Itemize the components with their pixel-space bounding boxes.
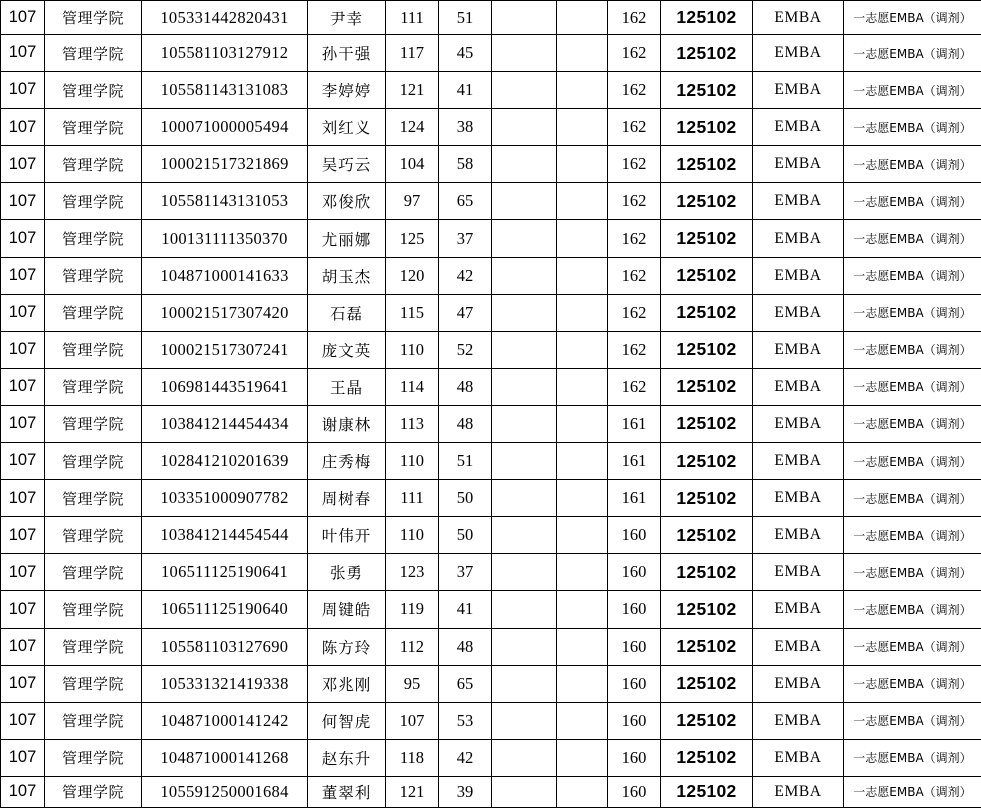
cell-candidate-name[interactable]: 王晶 bbox=[308, 368, 386, 405]
cell-college-code[interactable]: 107 bbox=[1, 517, 45, 554]
cell-program[interactable]: EMBA bbox=[753, 109, 844, 146]
cell-score-2[interactable]: 58 bbox=[439, 146, 492, 183]
cell-note[interactable]: 一志愿EMBA（调剂） bbox=[844, 591, 981, 628]
cell-score-3[interactable] bbox=[492, 109, 557, 146]
cell-score-3[interactable] bbox=[492, 368, 557, 405]
cell-college-name[interactable]: 管理学院 bbox=[45, 776, 142, 807]
cell-program[interactable]: EMBA bbox=[753, 739, 844, 776]
cell-score-2[interactable]: 48 bbox=[439, 628, 492, 665]
cell-program[interactable]: EMBA bbox=[753, 517, 844, 554]
cell-score-2[interactable]: 41 bbox=[439, 72, 492, 109]
cell-college-code[interactable]: 107 bbox=[1, 72, 45, 109]
cell-note[interactable]: 一志愿EMBA（调剂） bbox=[844, 331, 981, 368]
cell-program[interactable]: EMBA bbox=[753, 294, 844, 331]
cell-score-2[interactable]: 52 bbox=[439, 331, 492, 368]
cell-program[interactable]: EMBA bbox=[753, 72, 844, 109]
cell-college-name[interactable]: 管理学院 bbox=[45, 405, 142, 442]
cell-score-1[interactable]: 110 bbox=[386, 443, 439, 480]
cell-note[interactable]: 一志愿EMBA（调剂） bbox=[844, 517, 981, 554]
cell-exam-id[interactable]: 105581103127690 bbox=[142, 628, 308, 665]
cell-college-code[interactable]: 107 bbox=[1, 628, 45, 665]
cell-score-2[interactable]: 42 bbox=[439, 257, 492, 294]
cell-exam-id[interactable]: 105591250001684 bbox=[142, 776, 308, 807]
cell-program[interactable]: EMBA bbox=[753, 554, 844, 591]
cell-note[interactable]: 一志愿EMBA（调剂） bbox=[844, 257, 981, 294]
cell-total-score[interactable]: 162 bbox=[608, 72, 661, 109]
cell-score-1[interactable]: 113 bbox=[386, 405, 439, 442]
cell-exam-id[interactable]: 106981443519641 bbox=[142, 368, 308, 405]
cell-college-code[interactable]: 107 bbox=[1, 702, 45, 739]
cell-program[interactable]: EMBA bbox=[753, 1, 844, 35]
table-row[interactable] bbox=[1, 517, 981, 554]
cell-college-code[interactable]: 107 bbox=[1, 146, 45, 183]
cell-score-1[interactable]: 104 bbox=[386, 146, 439, 183]
cell-major-code[interactable]: 125102 bbox=[661, 443, 753, 480]
cell-note[interactable]: 一志愿EMBA（调剂） bbox=[844, 405, 981, 442]
table-row[interactable] bbox=[1, 405, 981, 442]
cell-score-2[interactable]: 37 bbox=[439, 220, 492, 257]
table-row[interactable] bbox=[1, 368, 981, 405]
cell-candidate-name[interactable]: 李婷婷 bbox=[308, 72, 386, 109]
cell-program[interactable]: EMBA bbox=[753, 331, 844, 368]
cell-college-code[interactable]: 107 bbox=[1, 776, 45, 807]
cell-candidate-name[interactable]: 庄秀梅 bbox=[308, 443, 386, 480]
cell-score-1[interactable]: 97 bbox=[386, 183, 439, 220]
cell-program[interactable]: EMBA bbox=[753, 628, 844, 665]
cell-college-code[interactable]: 107 bbox=[1, 294, 45, 331]
cell-college-code[interactable]: 107 bbox=[1, 368, 45, 405]
cell-candidate-name[interactable]: 尤丽娜 bbox=[308, 220, 386, 257]
cell-college-name[interactable]: 管理学院 bbox=[45, 443, 142, 480]
cell-candidate-name[interactable]: 庞文英 bbox=[308, 331, 386, 368]
table-row[interactable] bbox=[1, 665, 981, 702]
cell-score-2[interactable]: 38 bbox=[439, 109, 492, 146]
cell-college-name[interactable]: 管理学院 bbox=[45, 702, 142, 739]
cell-exam-id[interactable]: 105581143131053 bbox=[142, 183, 308, 220]
cell-score-3[interactable] bbox=[492, 146, 557, 183]
table-row[interactable] bbox=[1, 183, 981, 220]
cell-program[interactable]: EMBA bbox=[753, 35, 844, 72]
table-row[interactable] bbox=[1, 739, 981, 776]
cell-total-score[interactable]: 160 bbox=[608, 628, 661, 665]
cell-score-4[interactable] bbox=[557, 72, 608, 109]
cell-candidate-name[interactable]: 周键皓 bbox=[308, 591, 386, 628]
cell-major-code[interactable]: 125102 bbox=[661, 257, 753, 294]
cell-college-code[interactable]: 107 bbox=[1, 35, 45, 72]
cell-total-score[interactable]: 162 bbox=[608, 146, 661, 183]
table-body bbox=[1, 1, 981, 808]
cell-exam-id[interactable]: 105331442820431 bbox=[142, 1, 308, 35]
cell-program[interactable]: EMBA bbox=[753, 776, 844, 807]
cell-score-3[interactable] bbox=[492, 294, 557, 331]
cell-score-3[interactable] bbox=[492, 35, 557, 72]
cell-college-code[interactable]: 107 bbox=[1, 1, 45, 35]
cell-candidate-name[interactable]: 张勇 bbox=[308, 554, 386, 591]
cell-score-1[interactable]: 119 bbox=[386, 591, 439, 628]
cell-total-score[interactable]: 162 bbox=[608, 35, 661, 72]
cell-score-3[interactable] bbox=[492, 665, 557, 702]
cell-note[interactable]: 一志愿EMBA（调剂） bbox=[844, 72, 981, 109]
cell-program[interactable]: EMBA bbox=[753, 220, 844, 257]
table-row[interactable] bbox=[1, 35, 981, 72]
table-row[interactable] bbox=[1, 72, 981, 109]
cell-total-score[interactable]: 162 bbox=[608, 294, 661, 331]
cell-note[interactable]: 一志愿EMBA（调剂） bbox=[844, 35, 981, 72]
cell-score-2[interactable]: 41 bbox=[439, 591, 492, 628]
cell-score-2[interactable]: 50 bbox=[439, 480, 492, 517]
cell-program[interactable]: EMBA bbox=[753, 443, 844, 480]
cell-score-3[interactable] bbox=[492, 776, 557, 807]
cell-note[interactable]: 一志愿EMBA（调剂） bbox=[844, 146, 981, 183]
cell-exam-id[interactable]: 100131111350370 bbox=[142, 220, 308, 257]
cell-score-1[interactable]: 110 bbox=[386, 331, 439, 368]
cell-score-4[interactable] bbox=[557, 35, 608, 72]
cell-score-4[interactable] bbox=[557, 443, 608, 480]
cell-total-score[interactable]: 160 bbox=[608, 665, 661, 702]
cell-total-score[interactable]: 160 bbox=[608, 517, 661, 554]
cell-major-code[interactable]: 125102 bbox=[661, 220, 753, 257]
cell-score-3[interactable] bbox=[492, 72, 557, 109]
cell-score-2[interactable]: 48 bbox=[439, 368, 492, 405]
cell-note[interactable]: 一志愿EMBA（调剂） bbox=[844, 220, 981, 257]
cell-total-score[interactable]: 162 bbox=[608, 257, 661, 294]
cell-major-code[interactable]: 125102 bbox=[661, 294, 753, 331]
cell-candidate-name[interactable]: 孙干强 bbox=[308, 35, 386, 72]
cell-note[interactable]: 一志愿EMBA（调剂） bbox=[844, 665, 981, 702]
cell-candidate-name[interactable]: 董翠利 bbox=[308, 776, 386, 807]
cell-note[interactable]: 一志愿EMBA（调剂） bbox=[844, 109, 981, 146]
table-row[interactable] bbox=[1, 294, 981, 331]
cell-college-code[interactable]: 107 bbox=[1, 443, 45, 480]
cell-college-name[interactable]: 管理学院 bbox=[45, 331, 142, 368]
table-row[interactable] bbox=[1, 628, 981, 665]
cell-score-2[interactable]: 51 bbox=[439, 1, 492, 35]
cell-score-1[interactable]: 124 bbox=[386, 109, 439, 146]
cell-college-code[interactable]: 107 bbox=[1, 554, 45, 591]
cell-score-3[interactable] bbox=[492, 183, 557, 220]
cell-candidate-name[interactable]: 邓俊欣 bbox=[308, 183, 386, 220]
cell-score-2[interactable]: 47 bbox=[439, 294, 492, 331]
cell-score-3[interactable] bbox=[492, 517, 557, 554]
cell-score-4[interactable] bbox=[557, 517, 608, 554]
cell-candidate-name[interactable]: 尹幸 bbox=[308, 1, 386, 35]
cell-note[interactable]: 一志愿EMBA（调剂） bbox=[844, 294, 981, 331]
cell-exam-id[interactable]: 103841214454544 bbox=[142, 517, 308, 554]
cell-score-2[interactable]: 65 bbox=[439, 183, 492, 220]
cell-score-4[interactable] bbox=[557, 628, 608, 665]
cell-total-score[interactable]: 161 bbox=[608, 443, 661, 480]
cell-college-name[interactable]: 管理学院 bbox=[45, 294, 142, 331]
cell-college-code[interactable]: 107 bbox=[1, 183, 45, 220]
cell-exam-id[interactable]: 106511125190640 bbox=[142, 591, 308, 628]
cell-major-code[interactable]: 125102 bbox=[661, 1, 753, 35]
cell-college-code[interactable]: 107 bbox=[1, 739, 45, 776]
cell-score-1[interactable]: 107 bbox=[386, 702, 439, 739]
cell-college-name[interactable]: 管理学院 bbox=[45, 109, 142, 146]
cell-exam-id[interactable]: 104871000141633 bbox=[142, 257, 308, 294]
cell-total-score[interactable]: 162 bbox=[608, 109, 661, 146]
cell-score-1[interactable]: 117 bbox=[386, 35, 439, 72]
cell-score-1[interactable]: 123 bbox=[386, 554, 439, 591]
cell-candidate-name[interactable]: 赵东升 bbox=[308, 739, 386, 776]
table-row[interactable] bbox=[1, 331, 981, 368]
cell-score-2[interactable]: 42 bbox=[439, 739, 492, 776]
cell-total-score[interactable]: 162 bbox=[608, 220, 661, 257]
cell-total-score[interactable]: 162 bbox=[608, 183, 661, 220]
cell-score-3[interactable] bbox=[492, 739, 557, 776]
cell-program[interactable]: EMBA bbox=[753, 183, 844, 220]
cell-score-4[interactable] bbox=[557, 739, 608, 776]
cell-college-name[interactable]: 管理学院 bbox=[45, 183, 142, 220]
cell-score-3[interactable] bbox=[492, 405, 557, 442]
cell-score-1[interactable]: 121 bbox=[386, 72, 439, 109]
cell-total-score[interactable]: 162 bbox=[608, 1, 661, 35]
cell-score-4[interactable] bbox=[557, 331, 608, 368]
cell-candidate-name[interactable]: 陈方玲 bbox=[308, 628, 386, 665]
cell-note[interactable]: 一志愿EMBA（调剂） bbox=[844, 739, 981, 776]
cell-score-4[interactable] bbox=[557, 702, 608, 739]
cell-candidate-name[interactable]: 何智虎 bbox=[308, 702, 386, 739]
cell-college-name[interactable]: 管理学院 bbox=[45, 628, 142, 665]
cell-program[interactable]: EMBA bbox=[753, 702, 844, 739]
cell-score-4[interactable] bbox=[557, 405, 608, 442]
cell-college-code[interactable]: 107 bbox=[1, 220, 45, 257]
cell-college-name[interactable]: 管理学院 bbox=[45, 146, 142, 183]
cell-major-code[interactable]: 125102 bbox=[661, 331, 753, 368]
table-row[interactable] bbox=[1, 109, 981, 146]
cell-major-code[interactable]: 125102 bbox=[661, 739, 753, 776]
cell-total-score[interactable]: 160 bbox=[608, 591, 661, 628]
cell-score-3[interactable] bbox=[492, 554, 557, 591]
cell-college-code[interactable]: 107 bbox=[1, 109, 45, 146]
cell-candidate-name[interactable]: 谢康林 bbox=[308, 405, 386, 442]
cell-score-2[interactable]: 39 bbox=[439, 776, 492, 807]
cell-total-score[interactable]: 162 bbox=[608, 331, 661, 368]
table-row[interactable] bbox=[1, 1, 981, 35]
cell-total-score[interactable]: 160 bbox=[608, 776, 661, 807]
cell-score-1[interactable]: 110 bbox=[386, 517, 439, 554]
cell-college-name[interactable]: 管理学院 bbox=[45, 591, 142, 628]
cell-candidate-name[interactable]: 刘红义 bbox=[308, 109, 386, 146]
table-row[interactable] bbox=[1, 776, 981, 807]
cell-score-2[interactable]: 53 bbox=[439, 702, 492, 739]
cell-exam-id[interactable]: 103351000907782 bbox=[142, 480, 308, 517]
table-row[interactable] bbox=[1, 702, 981, 739]
cell-candidate-name[interactable]: 邓兆刚 bbox=[308, 665, 386, 702]
cell-score-4[interactable] bbox=[557, 554, 608, 591]
table-row[interactable] bbox=[1, 591, 981, 628]
cell-score-3[interactable] bbox=[492, 702, 557, 739]
cell-exam-id[interactable]: 100071000005494 bbox=[142, 109, 308, 146]
cell-score-3[interactable] bbox=[492, 331, 557, 368]
cell-candidate-name[interactable]: 吴巧云 bbox=[308, 146, 386, 183]
cell-note[interactable]: 一志愿EMBA（调剂） bbox=[844, 776, 981, 807]
cell-college-name[interactable]: 管理学院 bbox=[45, 1, 142, 35]
table-row[interactable] bbox=[1, 146, 981, 183]
cell-major-code[interactable]: 125102 bbox=[661, 183, 753, 220]
cell-note[interactable]: 一志愿EMBA（调剂） bbox=[844, 443, 981, 480]
cell-note[interactable]: 一志愿EMBA（调剂） bbox=[844, 554, 981, 591]
cell-college-code[interactable]: 107 bbox=[1, 257, 45, 294]
cell-major-code[interactable]: 125102 bbox=[661, 591, 753, 628]
cell-college-name[interactable]: 管理学院 bbox=[45, 517, 142, 554]
cell-exam-id[interactable]: 100021517321869 bbox=[142, 146, 308, 183]
cell-exam-id[interactable]: 105581103127912 bbox=[142, 35, 308, 72]
cell-exam-id[interactable]: 106511125190641 bbox=[142, 554, 308, 591]
cell-score-4[interactable] bbox=[557, 665, 608, 702]
cell-college-code[interactable]: 107 bbox=[1, 480, 45, 517]
cell-college-name[interactable]: 管理学院 bbox=[45, 35, 142, 72]
cell-total-score[interactable]: 162 bbox=[608, 368, 661, 405]
cell-exam-id[interactable]: 102841210201639 bbox=[142, 443, 308, 480]
cell-score-1[interactable]: 95 bbox=[386, 665, 439, 702]
cell-score-2[interactable]: 45 bbox=[439, 35, 492, 72]
cell-exam-id[interactable]: 100021517307241 bbox=[142, 331, 308, 368]
cell-note[interactable]: 一志愿EMBA（调剂） bbox=[844, 183, 981, 220]
cell-note[interactable]: 一志愿EMBA（调剂） bbox=[844, 702, 981, 739]
cell-total-score[interactable]: 160 bbox=[608, 739, 661, 776]
cell-score-4[interactable] bbox=[557, 109, 608, 146]
cell-college-name[interactable]: 管理学院 bbox=[45, 480, 142, 517]
cell-score-2[interactable]: 65 bbox=[439, 665, 492, 702]
cell-note[interactable]: 一志愿EMBA（调剂） bbox=[844, 1, 981, 35]
cell-college-code[interactable]: 107 bbox=[1, 405, 45, 442]
cell-score-3[interactable] bbox=[492, 480, 557, 517]
cell-score-1[interactable]: 111 bbox=[386, 480, 439, 517]
cell-score-3[interactable] bbox=[492, 1, 557, 35]
cell-college-name[interactable]: 管理学院 bbox=[45, 665, 142, 702]
cell-score-4[interactable] bbox=[557, 480, 608, 517]
cell-program[interactable]: EMBA bbox=[753, 665, 844, 702]
cell-major-code[interactable]: 125102 bbox=[661, 35, 753, 72]
table-row[interactable] bbox=[1, 220, 981, 257]
cell-score-1[interactable]: 118 bbox=[386, 739, 439, 776]
cell-note[interactable]: 一志愿EMBA（调剂） bbox=[844, 368, 981, 405]
cell-score-4[interactable] bbox=[557, 220, 608, 257]
cell-total-score[interactable]: 161 bbox=[608, 480, 661, 517]
cell-college-name[interactable]: 管理学院 bbox=[45, 220, 142, 257]
cell-exam-id[interactable]: 105581143131083 bbox=[142, 72, 308, 109]
table-row[interactable] bbox=[1, 443, 981, 480]
cell-college-code[interactable]: 107 bbox=[1, 665, 45, 702]
cell-candidate-name[interactable]: 周树春 bbox=[308, 480, 386, 517]
cell-candidate-name[interactable]: 胡玉杰 bbox=[308, 257, 386, 294]
cell-score-3[interactable] bbox=[492, 628, 557, 665]
cell-score-1[interactable]: 121 bbox=[386, 776, 439, 807]
cell-college-name[interactable]: 管理学院 bbox=[45, 72, 142, 109]
cell-program[interactable]: EMBA bbox=[753, 405, 844, 442]
cell-score-3[interactable] bbox=[492, 591, 557, 628]
cell-note[interactable]: 一志愿EMBA（调剂） bbox=[844, 480, 981, 517]
cell-score-1[interactable]: 125 bbox=[386, 220, 439, 257]
cell-exam-id[interactable]: 105331321419338 bbox=[142, 665, 308, 702]
cell-program[interactable]: EMBA bbox=[753, 591, 844, 628]
cell-major-code[interactable]: 125102 bbox=[661, 146, 753, 183]
cell-exam-id[interactable]: 104871000141242 bbox=[142, 702, 308, 739]
cell-major-code[interactable]: 125102 bbox=[661, 665, 753, 702]
cell-score-2[interactable]: 51 bbox=[439, 443, 492, 480]
cell-major-code[interactable]: 125102 bbox=[661, 776, 753, 807]
cell-score-4[interactable] bbox=[557, 368, 608, 405]
cell-score-2[interactable]: 48 bbox=[439, 405, 492, 442]
cell-major-code[interactable]: 125102 bbox=[661, 628, 753, 665]
cell-score-3[interactable] bbox=[492, 443, 557, 480]
table-row[interactable] bbox=[1, 480, 981, 517]
cell-note[interactable]: 一志愿EMBA（调剂） bbox=[844, 628, 981, 665]
cell-program[interactable]: EMBA bbox=[753, 146, 844, 183]
cell-score-1[interactable]: 111 bbox=[386, 1, 439, 35]
cell-major-code[interactable]: 125102 bbox=[661, 405, 753, 442]
cell-major-code[interactable]: 125102 bbox=[661, 554, 753, 591]
cell-college-code[interactable]: 107 bbox=[1, 331, 45, 368]
cell-score-4[interactable] bbox=[557, 294, 608, 331]
cell-score-4[interactable] bbox=[557, 146, 608, 183]
cell-score-2[interactable]: 50 bbox=[439, 517, 492, 554]
cell-major-code[interactable]: 125102 bbox=[661, 517, 753, 554]
cell-total-score[interactable]: 161 bbox=[608, 405, 661, 442]
cell-score-4[interactable] bbox=[557, 776, 608, 807]
cell-college-name[interactable]: 管理学院 bbox=[45, 368, 142, 405]
table-row[interactable] bbox=[1, 257, 981, 294]
cell-major-code[interactable]: 125102 bbox=[661, 480, 753, 517]
cell-major-code[interactable]: 125102 bbox=[661, 368, 753, 405]
cell-college-name[interactable]: 管理学院 bbox=[45, 739, 142, 776]
cell-score-4[interactable] bbox=[557, 183, 608, 220]
cell-program[interactable]: EMBA bbox=[753, 257, 844, 294]
cell-score-1[interactable]: 112 bbox=[386, 628, 439, 665]
cell-exam-id[interactable]: 104871000141268 bbox=[142, 739, 308, 776]
cell-program[interactable]: EMBA bbox=[753, 368, 844, 405]
cell-total-score[interactable]: 160 bbox=[608, 554, 661, 591]
cell-major-code[interactable]: 125102 bbox=[661, 72, 753, 109]
cell-score-2[interactable]: 37 bbox=[439, 554, 492, 591]
cell-program[interactable]: EMBA bbox=[753, 480, 844, 517]
cell-college-name[interactable]: 管理学院 bbox=[45, 257, 142, 294]
cell-score-1[interactable]: 114 bbox=[386, 368, 439, 405]
cell-score-1[interactable]: 115 bbox=[386, 294, 439, 331]
cell-college-name[interactable]: 管理学院 bbox=[45, 554, 142, 591]
cell-major-code[interactable]: 125102 bbox=[661, 702, 753, 739]
cell-total-score[interactable]: 160 bbox=[608, 702, 661, 739]
cell-score-4[interactable] bbox=[557, 1, 608, 35]
table-row[interactable] bbox=[1, 554, 981, 591]
cell-candidate-name[interactable]: 叶伟开 bbox=[308, 517, 386, 554]
cell-major-code[interactable]: 125102 bbox=[661, 109, 753, 146]
cell-college-code[interactable]: 107 bbox=[1, 591, 45, 628]
cell-exam-id[interactable]: 103841214454434 bbox=[142, 405, 308, 442]
cell-score-1[interactable]: 120 bbox=[386, 257, 439, 294]
cell-score-3[interactable] bbox=[492, 220, 557, 257]
cell-score-4[interactable] bbox=[557, 257, 608, 294]
cell-candidate-name[interactable]: 石磊 bbox=[308, 294, 386, 331]
cell-score-3[interactable] bbox=[492, 257, 557, 294]
cell-score-4[interactable] bbox=[557, 591, 608, 628]
cell-exam-id[interactable]: 100021517307420 bbox=[142, 294, 308, 331]
